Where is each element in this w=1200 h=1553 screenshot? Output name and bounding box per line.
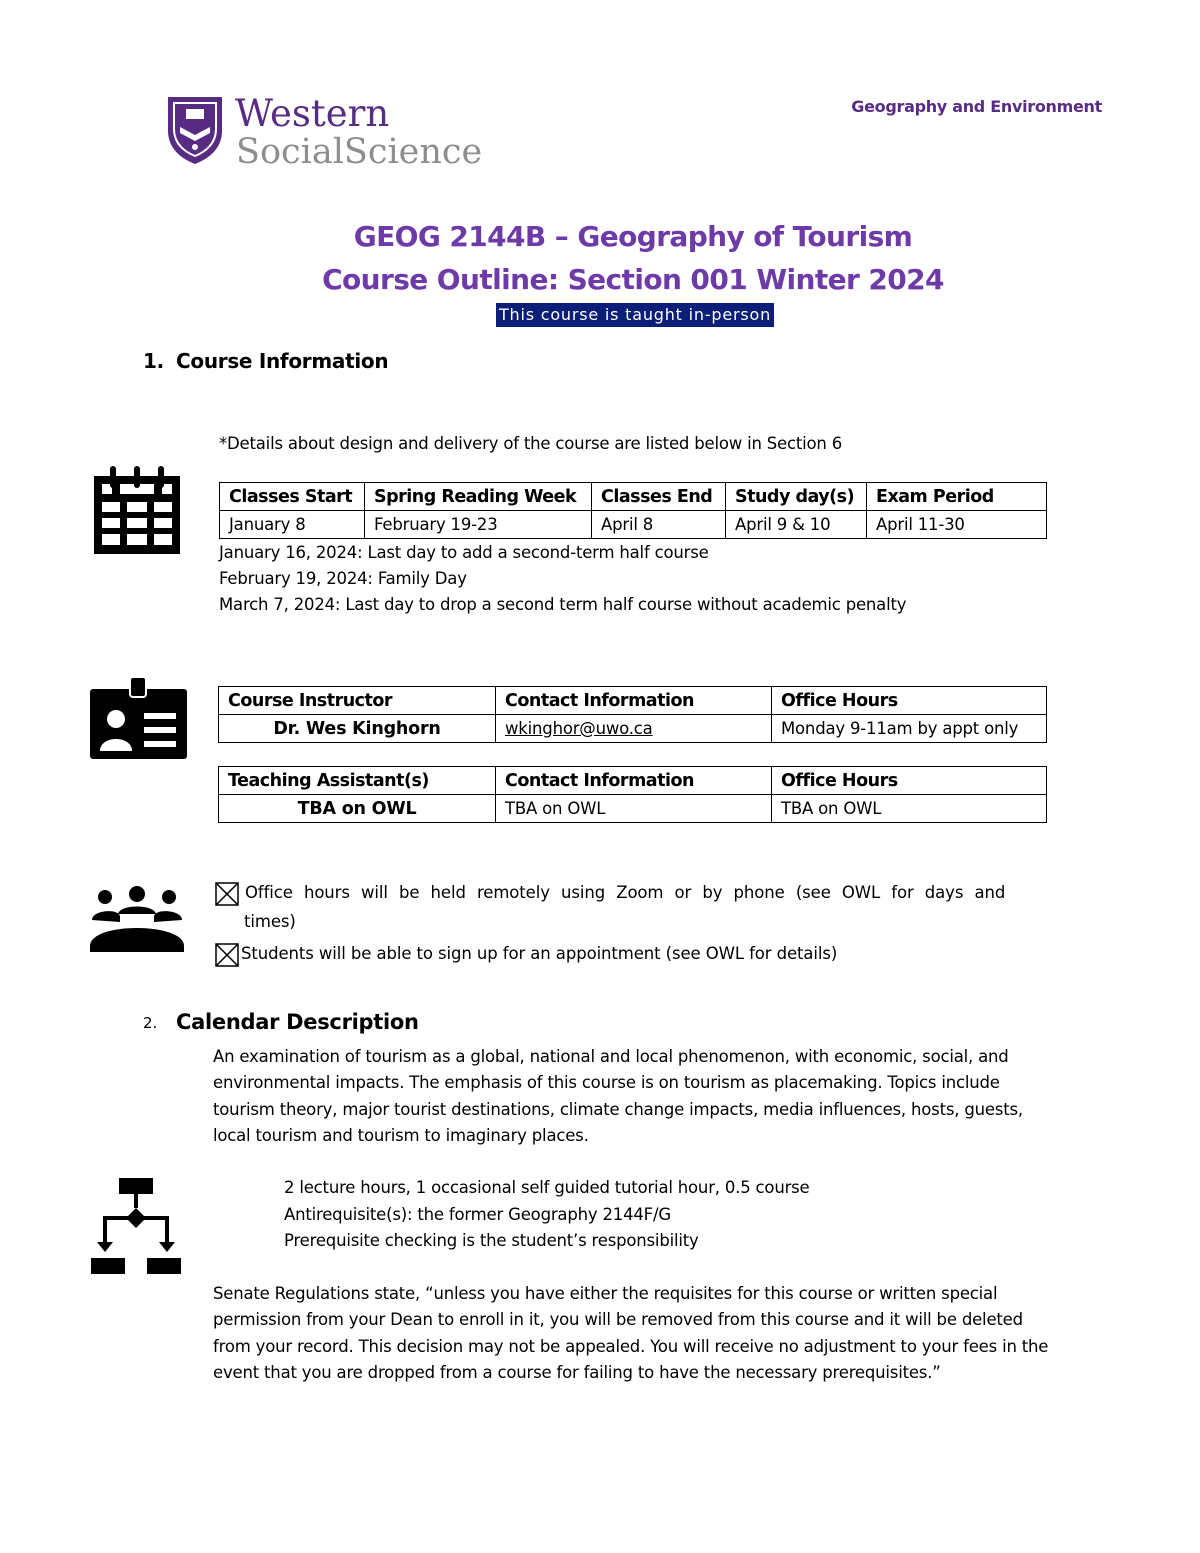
flowchart-icon (91, 1178, 181, 1274)
senate-regulation: Senate Regulations state, “unless you have either the requisites for this course or written special permission from your Dean to enroll in it, you will be removed from this course and it will be deleted from your record. This decision may not be appealed. You will receive no adjustment to your fees in the event that you are dropped from a course for failing to have the necessary prerequisites.” (213, 1284, 1049, 1382)
table-row (220, 511, 1047, 539)
section6-note: *Details about design and delivery of the course are listed below in Section 6 (219, 434, 843, 453)
table-header-cell: Office Hours (772, 687, 1047, 715)
instructor-email-cell (496, 715, 772, 743)
logo-wordmark-line1: Western (235, 92, 390, 135)
course-outline-subtitle: Course Outline: Section 001 Winter 2024 (322, 263, 944, 296)
table-cell: TBA on OWL (772, 795, 1047, 823)
table-cell: TBA on OWL (496, 795, 772, 823)
table-header-cell: Study day(s) (726, 483, 867, 511)
section2-heading: Calendar Description (176, 1010, 419, 1034)
delivery-badge: This course is taught in-person (496, 303, 774, 327)
course-title: GEOG 2144B – Geography of Tourism (353, 220, 913, 253)
table-header-cell: Classes End (592, 483, 726, 511)
office-hours-option (215, 879, 1005, 906)
logo-wordmark-line2: SocialScience (236, 132, 483, 172)
table-header-cell: Classes Start (220, 483, 365, 511)
deadline-item: January 16, 2024: Last day to add a second-term half course (219, 543, 709, 562)
table-header-cell: Contact Information (496, 687, 772, 715)
office-hours-option-text: Office hours will be held remotely using Zoom or by phone (see OWL for days and (245, 883, 1006, 902)
table-cell: February 19-23 (365, 511, 592, 539)
table-cell: April 8 (592, 511, 726, 539)
term-dates-table (219, 482, 1047, 539)
office-hours-option-text: Students will be able to sign up for an appointment (see OWL for details) (241, 944, 838, 963)
course-detail-item: Antirequisite(s): the former Geography 2144F/G (284, 1205, 671, 1224)
deadline-item: February 19, 2024: Family Day (219, 569, 467, 588)
instructor-table (218, 686, 1047, 743)
calendar-icon (94, 466, 180, 554)
table-cell: TBA on OWL (219, 795, 496, 823)
table-header-cell: Exam Period (867, 483, 1047, 511)
table-header-row (219, 767, 1047, 795)
instructor-name: Dr. Wes Kinghorn (219, 715, 496, 743)
department-name: Geography and Environment (851, 97, 1102, 116)
table-cell: April 9 & 10 (726, 511, 867, 539)
table-header-cell: Teaching Assistant(s) (219, 767, 496, 795)
instructor-email-link[interactable]: wkinghor@uwo.ca (505, 718, 653, 738)
table-header-cell: Course Instructor (219, 687, 496, 715)
table-header-row (220, 483, 1047, 511)
table-header-cell: Office Hours (772, 767, 1047, 795)
section1-heading: Course Information (176, 349, 389, 373)
section2-number: 2. (143, 1014, 158, 1032)
table-row (219, 715, 1047, 743)
table-cell: April 11-30 (867, 511, 1047, 539)
table-header-cell: Contact Information (496, 767, 772, 795)
course-detail-item: 2 lecture hours, 1 occasional self guided tutorial hour, 0.5 course (284, 1178, 810, 1197)
id-badge-icon (90, 677, 187, 759)
university-crest-icon (166, 95, 224, 165)
table-header-cell: Spring Reading Week (365, 483, 592, 511)
section1-number: 1. (143, 349, 164, 373)
table-cell: January 8 (220, 511, 365, 539)
office-hours-option-text-cont: times) (244, 912, 296, 931)
checkbox-checked-icon[interactable] (215, 943, 239, 967)
checkbox-checked-icon[interactable] (215, 882, 239, 906)
table-row (219, 795, 1047, 823)
table-cell: Monday 9-11am by appt only (772, 715, 1047, 743)
deadline-item: March 7, 2024: Last day to drop a second term half course without academic penalty (219, 595, 907, 614)
course-detail-item: Prerequisite checking is the student’s responsibility (284, 1231, 699, 1250)
office-hours-option (215, 940, 837, 967)
delivery-badge-wrap (0, 303, 1200, 327)
calendar-description: An examination of tourism as a global, national and local phenomenon, with economic, social, and environmental impacts. The emphasis of this course is on tourism as placemaking. Topics include tourism theory, major tourist destinations, climate change impacts, media influences, hosts, guests, local tourism and tourism to imaginary places. (213, 1047, 1023, 1145)
table-header-row (219, 687, 1047, 715)
group-meeting-icon (90, 886, 184, 952)
ta-table (218, 766, 1047, 823)
